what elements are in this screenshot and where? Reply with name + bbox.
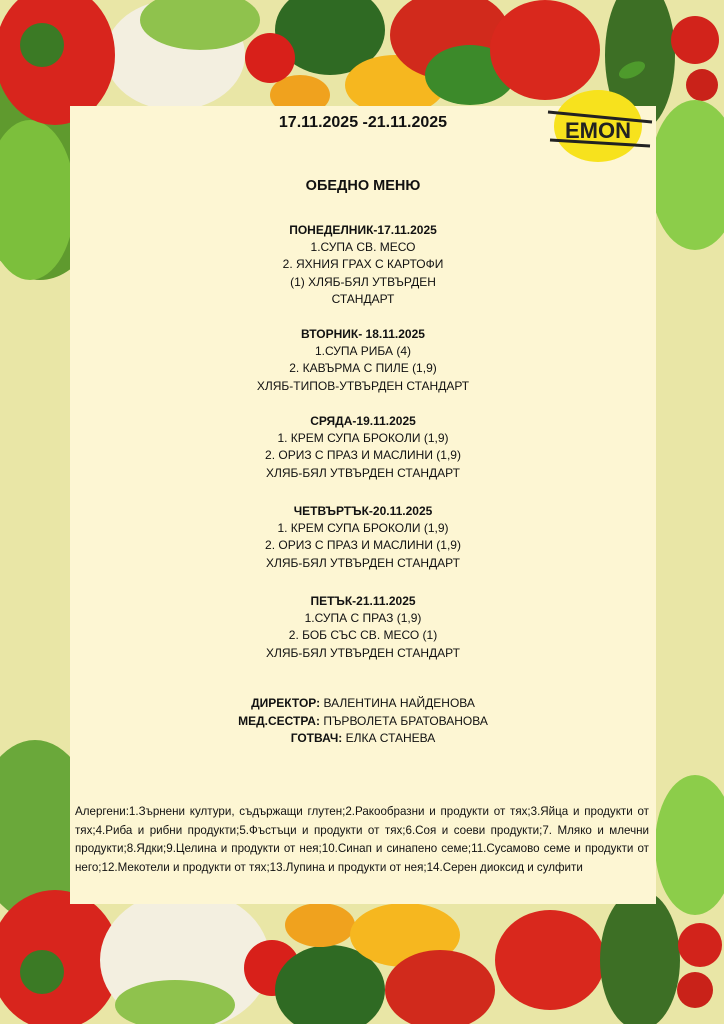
menu-line: 1.СУПА РИБА (4) bbox=[314, 344, 412, 359]
week-date-range: 17.11.2025 -21.11.2025 bbox=[278, 114, 448, 131]
day-heading: ЧЕТВЪРТЪК-20.11.2025 bbox=[293, 504, 433, 518]
cook-name: ЕЛКА СТАНЕВА bbox=[345, 731, 436, 745]
menu-line: 1.СУПА СВ. МЕСО bbox=[310, 240, 416, 255]
menu-line: ХЛЯБ-ТИПОВ-УТВЪРДЕН СТАНДАРТ bbox=[256, 378, 470, 393]
menu-line: 2. БОБ СЪС СВ. МЕСО (1) bbox=[288, 628, 438, 643]
menu-line: 2. ОРИЗ С ПРАЗ И МАСЛИНИ (1,9) bbox=[265, 538, 461, 553]
menu-line: ХЛЯБ-БЯЛ УТВЪРДЕН СТАНДАРТ bbox=[266, 645, 460, 660]
day-block-wednesday bbox=[70, 413, 656, 482]
day-block-monday bbox=[70, 222, 656, 308]
nurse-label: МЕД.СЕСТРА: bbox=[238, 713, 320, 728]
menu-line: 1. КРЕМ СУПА БРОКОЛИ (1,9) bbox=[277, 431, 449, 446]
day-block-tuesday bbox=[70, 326, 656, 395]
director-label: ДИРЕКТОР: bbox=[251, 696, 321, 710]
menu-title: ОБЕДНО МЕНЮ bbox=[305, 178, 421, 194]
nurse-line bbox=[70, 713, 656, 731]
menu-line: 2. КАВЪРМА С ПИЛЕ (1,9) bbox=[289, 361, 437, 376]
menu-line: 1.СУПА С ПРАЗ (1,9) bbox=[304, 611, 422, 626]
director-name: ВАЛЕНТИНА НАЙДЕНОВА bbox=[323, 696, 475, 710]
allergens-note: Алергени:1.Зърнени култури, съдържащи глутен;2.Ракообразни и продукти от тях;3.Яйца и продукти от тях;4.Риба и рибни продукти;5.Фъстъци и продукти от тях;6.Соя и соеви продукти;7. Мляко и млечни продукти;8.Ядки;9.Целина и продукти от нея;10.Синап и синапено семе;11.Сусамово семе и продукти от него;12.Мекотели и продукти от тях;13.Лупина и продукти от нея;14.Серен диоксид и сулфити bbox=[75, 805, 649, 875]
menu-line: 2. ОРИЗ С ПРАЗ И МАСЛИНИ (1,9) bbox=[265, 448, 461, 463]
cook-label: ГОТВАЧ: bbox=[290, 731, 343, 745]
menu-line: ХЛЯБ-БЯЛ УТВЪРДЕН СТАНДАРТ bbox=[266, 465, 460, 480]
day-heading: СРЯДА-19.11.2025 bbox=[310, 414, 416, 428]
cook-line bbox=[70, 730, 656, 748]
day-heading: ПЕТЪК-21.11.2025 bbox=[310, 594, 416, 608]
nurse-name: ПЪРВОЛЕТА БРАТОВАНОВА bbox=[323, 713, 488, 728]
logo-text: EMON bbox=[565, 118, 631, 143]
menu-line: 2. ЯХНИЯ ГРАХ С КАРТОФИ bbox=[282, 257, 444, 272]
staff-signatures bbox=[70, 695, 656, 748]
day-heading: ВТОРНИК- 18.11.2025 bbox=[301, 327, 425, 341]
menu-line: (1) ХЛЯБ-БЯЛ УТВЪРДЕН bbox=[290, 274, 436, 289]
director-line bbox=[70, 695, 656, 713]
menu-line: ХЛЯБ-БЯЛ УТВЪРДЕН СТАНДАРТ bbox=[266, 555, 460, 570]
day-heading: ПОНЕДЕЛНИК-17.11.2025 bbox=[289, 223, 437, 237]
day-block-thursday bbox=[70, 503, 656, 572]
menu-line: 1. КРЕМ СУПА БРОКОЛИ (1,9) bbox=[277, 521, 449, 536]
day-block-friday bbox=[70, 593, 656, 662]
menu-line: СТАНДАРТ bbox=[331, 291, 395, 306]
